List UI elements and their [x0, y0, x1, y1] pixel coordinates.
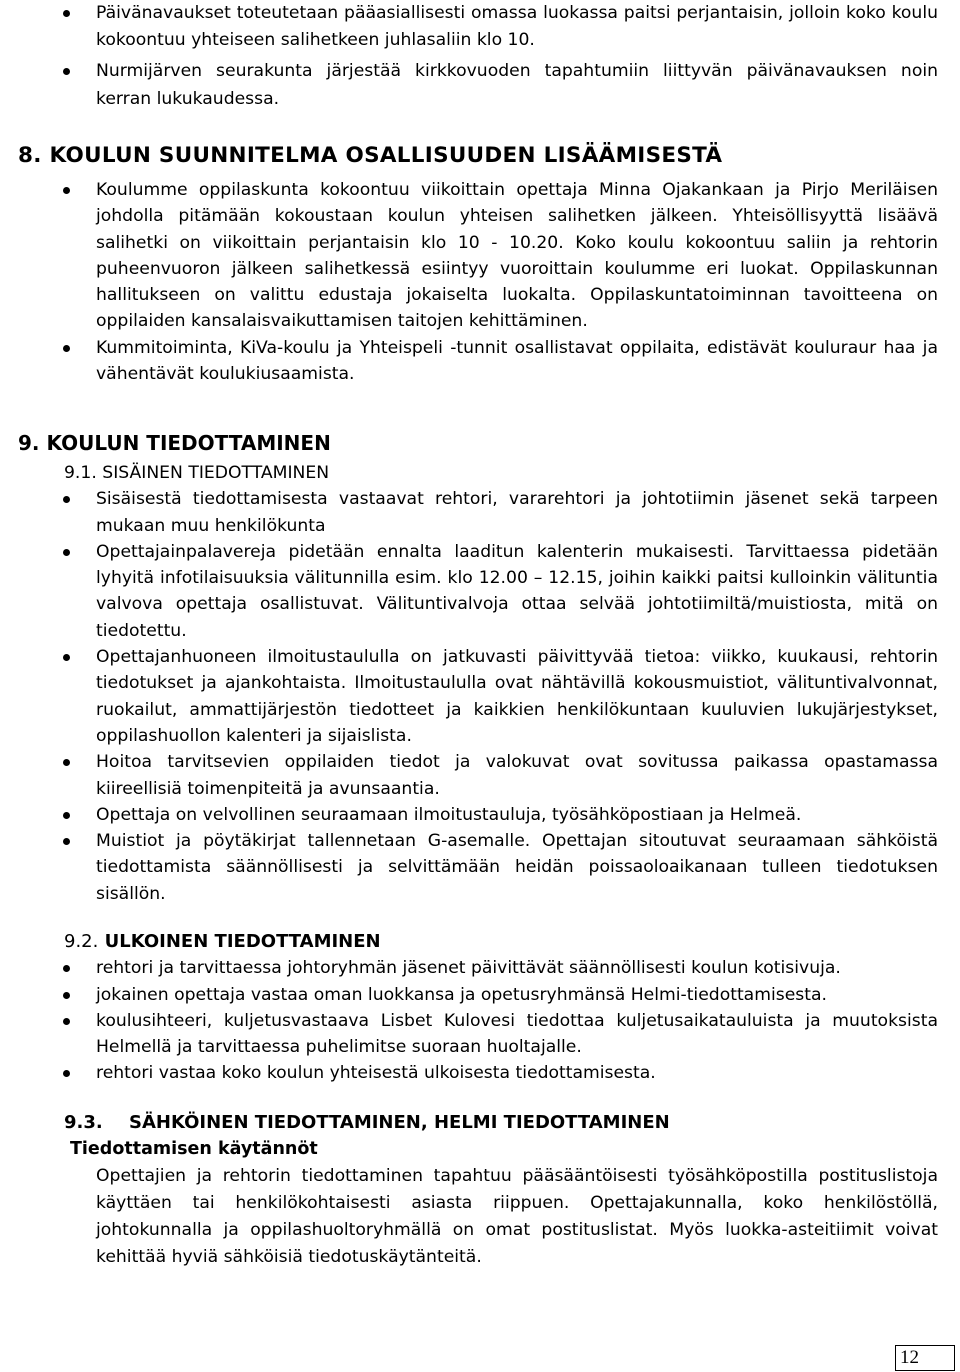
- page-number: 12: [895, 1345, 955, 1371]
- section-9: [0, 430, 960, 456]
- subsection-title: ULKOINEN TIEDOTTAMINEN: [104, 931, 381, 952]
- list-item: jokainen opettaja vastaa oman luokkansa ja opetusryhmänsä Helmi-tiedottamisesta.: [0, 982, 938, 1008]
- subsection-number: 9.3.: [64, 1112, 103, 1133]
- section-heading: [0, 143, 960, 169]
- subsection-number: 9.2.: [64, 931, 99, 952]
- subsection-heading: [0, 1110, 960, 1136]
- subsection-9-1: [0, 460, 960, 907]
- list-item: Koulumme oppilaskunta kokoontuu viikoittain opettaja Minna Ojakankaan ja Pirjo Meriläisen johdolla pitämään kokoustaan koulun yhteisen salihetken jälkeen. Yhteisöllisyyttä lisäävä salihetki on viikoittain perjantaisin klo 10 - 10.20. Koko koulu kokoontuu saliin ja rehtorin puheenvuoron jälkeen salihetkessä esiintyy vuoroittain koulumme eri luokat. Oppilaskunnan hallitukseen on valittu edustaja jokaiselta luokalta. Oppilaskuntatoiminnan tavoitteena on oppilaiden kansalaisvaikuttamisen taitojen kehittäminen.: [0, 177, 938, 335]
- list-item: Hoitoa tarvitsevien oppilaiden tiedot ja valokuvat ovat sovitussa paikassa opastamassa kiireellisiä toimenpiteitä ja avunsaantia.: [0, 749, 938, 802]
- section-title: KOULUN SUUNNITELMA OSALLISUUDEN LISÄÄMISESTÄ: [49, 143, 723, 168]
- subsection-heading: [0, 929, 960, 955]
- list-item: koulusihteeri, kuljetusvastaava Lisbet Kulovesi tiedottaa kuljetusaikatauluista ja muutoksista Helmellä ja tarvittaessa puhelimitse suoraan huoltajalle.: [0, 1008, 938, 1061]
- list-item: Opettajanhuoneen ilmoitustaululla on jatkuvasti päivittyvää tietoa: viikko, kuukausi, rehtorin tiedotukset ja ajankohtaista. Ilmoitustaululla ovat nähtävillä kokousmuistiot, välituntivalvonnat, ruokailut, ammattijärjestön tiedotteet ja kaikkien henkilökuntaan kuuluvien lukujärjestykset, oppilashuollon kalenteri ja sijaislista.: [0, 644, 938, 749]
- subsection-9-3: [0, 1110, 960, 1271]
- list-item: rehtori ja tarvittaessa johtoryhmän jäsenet päivittävät säännöllisesti koulun kotisivuja.: [0, 955, 938, 981]
- section-8: [0, 143, 960, 169]
- paragraph: Opettajien ja rehtorin tiedottaminen tapahtuu pääsääntöisesti työsähköpostilla postituslistoja käyttäen tai henkilökohtaisesti asiasta riippuen. Opettajakunnalla, koko henkilöstöllä, johtokunnalla ja oppilashuoltoryhmällä on omat postituslistat. Myös luokka-asteitiimit voivat kehittää hyviä sähköisiä tiedotuskäytänteitä.: [96, 1165, 938, 1267]
- intro-list: [0, 0, 960, 113]
- subsection-title: SÄHKÖINEN TIEDOTTAMINEN, HELMI TIEDOTTAMINEN: [129, 1112, 670, 1133]
- section-number: 8.: [18, 143, 42, 168]
- subsection-9-2: [0, 929, 960, 1087]
- list-item: Opettaja on velvollinen seuraamaan ilmoitustauluja, työsähköpostiaan ja Helmeä.: [0, 802, 938, 828]
- list-item: Opettajainpalavereja pidetään ennalta laaditun kalenterin mukaisesti. Tarvittaessa pidetään lyhyitä infotilaisuuksia välitunnilla esim. klo 12.00 – 12.15, joihin kaikki paitsi kulloinkin välituntia valvova opettaja osallistuvat. Välituntivalvoja ottaa selvää johtotiimiltä/muistiosta, mitä on tiedotettu.: [0, 539, 938, 644]
- section-heading: [0, 430, 960, 456]
- subheading: Tiedottamisen käytännöt: [70, 1139, 318, 1160]
- list-item: Kummitoiminta, KiVa-koulu ja Yhteispeli -tunnit osallistavat oppilaita, edistävät kouluraur haa ja vähentävät koulukiusaamista.: [0, 335, 938, 388]
- subsection-heading: [0, 460, 960, 486]
- list-item: Sisäisestä tiedottamisesta vastaavat rehtori, vararehtori ja johtotiimin jäsenet sekä tarpeen mukaan muu henkilökunta: [0, 486, 938, 539]
- list-item: Muistiot ja pöytäkirjat tallennetaan G-asemalle. Opettajan sitoutuvat seuraamaan sähköistä tiedottamista säännöllisesti ja selvittämään heidän poissaoloaikanaan tulleen tiedotuksen sisällön.: [0, 828, 938, 907]
- list-item: Päivänavaukset toteutetaan pääasiallisesti omassa luokassa paitsi perjantaisin, jolloin koko koulu kokoontuu yhteiseen salihetkeen juhlasaliin klo 10.: [0, 0, 938, 54]
- section-8-list: [0, 177, 960, 387]
- list-item: rehtori vastaa koko koulun yhteisestä ulkoisesta tiedottamisesta.: [0, 1060, 938, 1086]
- section-title: KOULUN TIEDOTTAMINEN: [46, 431, 331, 455]
- subsection-number: 9.1.: [64, 463, 97, 483]
- section-number: 9.: [18, 431, 40, 455]
- list-item: Nurmijärven seurakunta järjestää kirkkovuoden tapahtumiin liittyvän päivänavauksen noin kerran lukukaudessa.: [0, 58, 938, 112]
- subsection-title: SISÄINEN TIEDOTTAMINEN: [102, 463, 330, 483]
